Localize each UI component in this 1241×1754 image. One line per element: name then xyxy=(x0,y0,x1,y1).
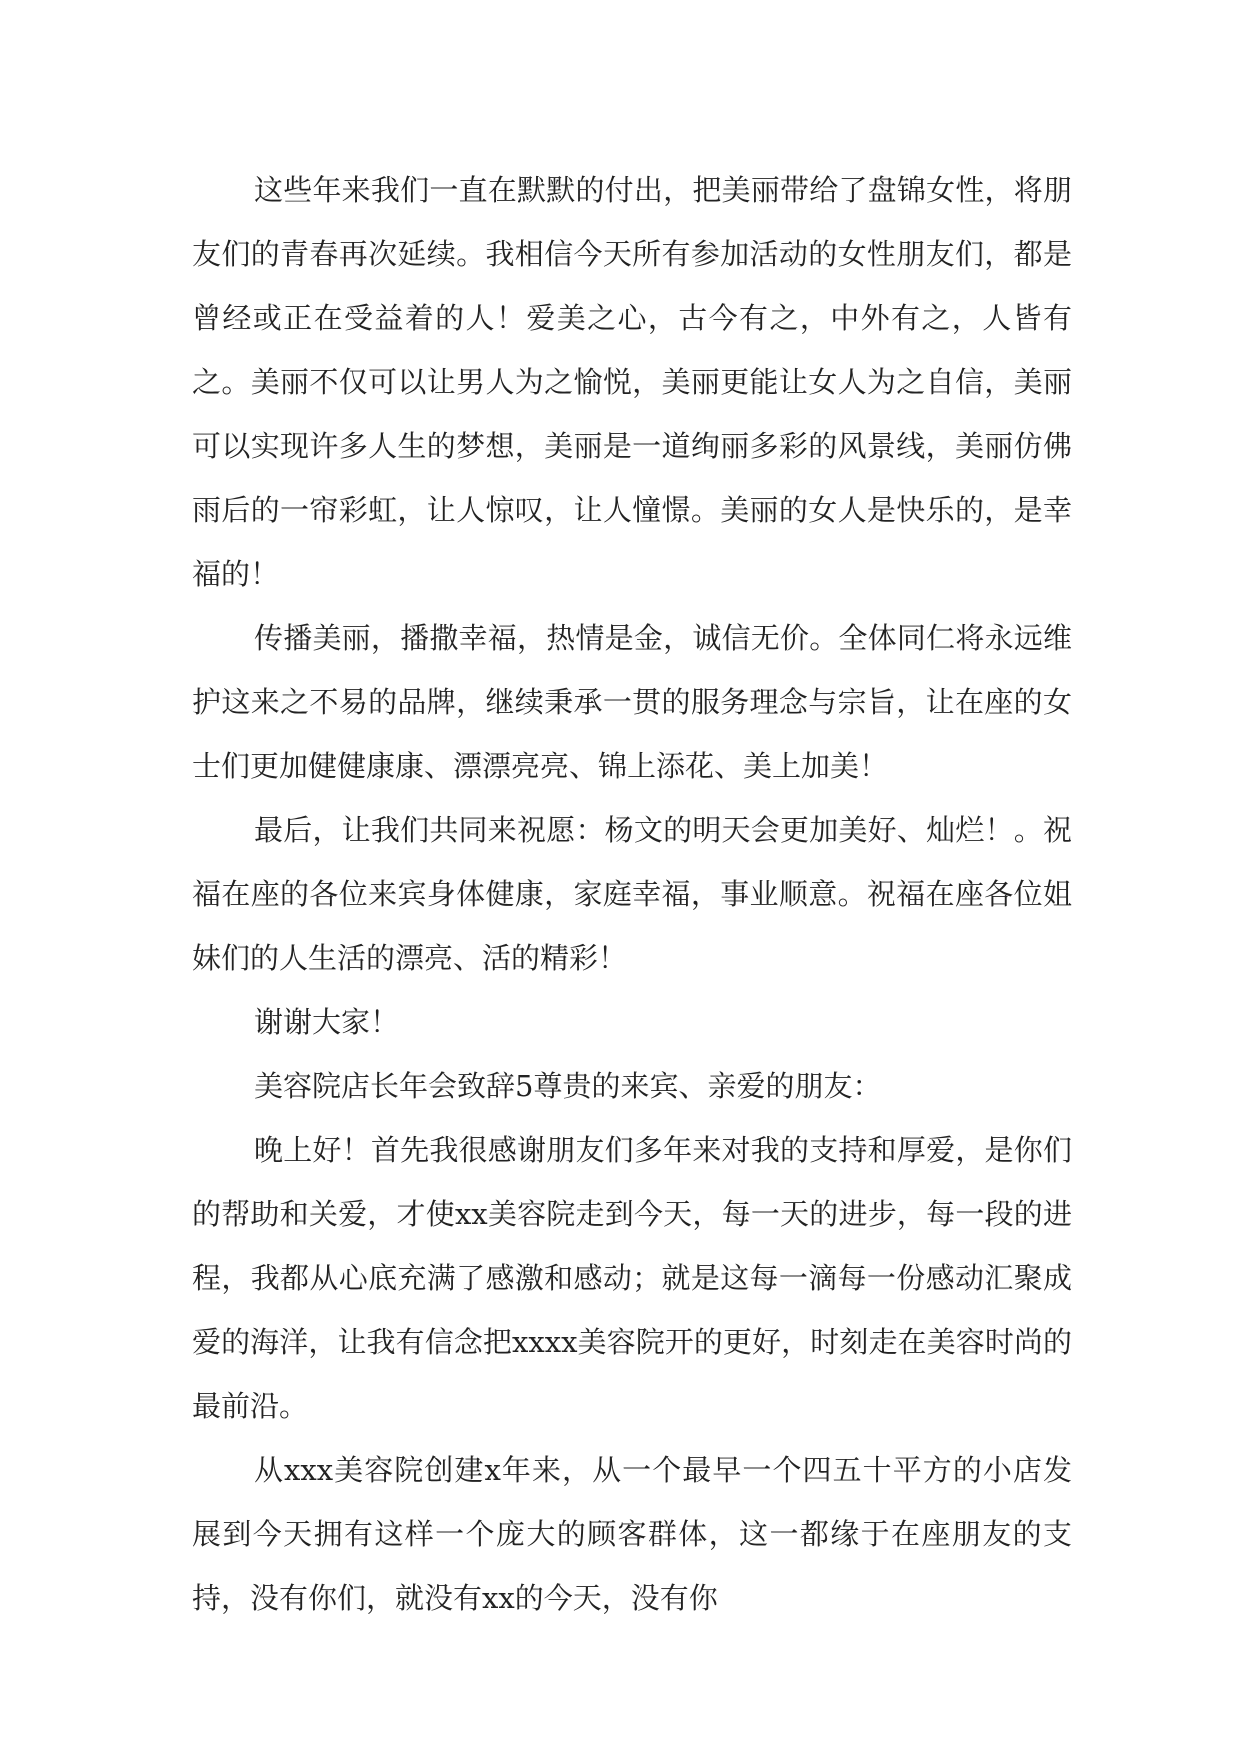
paragraph-closing-wishes: 最后，让我们共同来祝愿：杨文的明天会更加美好、灿烂！。祝福在座的各位来宾身体健康，家庭幸福，事业顺意。祝福在座各位姐妹们的人生活的漂亮、活的精彩！ xyxy=(192,813,1072,975)
paragraph-speech-title: 美容院店长年会致辞5尊贵的来宾、亲爱的朋友： xyxy=(254,1069,882,1103)
paragraph-founding-history: 从xxx美容院创建x年来，从一个最早一个四五十平方的小店发展到今天拥有这样一个庞大的顾客群体，这一都缘于在座朋友的支持，没有你们，就没有xx的今天，没有你 xyxy=(192,1453,1072,1615)
document-body xyxy=(192,158,1072,1630)
paragraph-beauty-dedication: 这些年来我们一直在默默的付出，把美丽带给了盘锦女性，将朋友们的青春再次延续。我相信今天所有参加活动的女性朋友们，都是曾经或正在受益着的人！爱美之心，古今有之，中外有之，人皆有之。美丽不仅可以让男人为之愉悦，美丽更能让女人为之自信，美丽可以实现许多人生的梦想，美丽是一道绚丽多彩的风景线，美丽仿佛雨后的一帘彩虹，让人惊叹，让人憧憬。美丽的女人是快乐的，是幸福的！ xyxy=(192,173,1072,591)
paragraph-greeting: 晚上好！首先我很感谢朋友们多年来对我的支持和厚爱，是你们的帮助和关爱，才使xx美容院走到今天，每一天的进步，每一段的进程，我都从心底充满了感激和感动；就是这每一滴每一份感动汇聚成爱的海洋，让我有信念把xxxx美容院开的更好，时刻走在美容时尚的最前沿。 xyxy=(192,1133,1072,1423)
paragraph-spread-beauty: 传播美丽，播撒幸福，热情是金，诚信无价。全体同仁将永远维护这来之不易的品牌，继续秉承一贯的服务理念与宗旨，让在座的女士们更加健健康康、漂漂亮亮、锦上添花、美上加美！ xyxy=(192,621,1072,783)
paragraph-thanks: 谢谢大家！ xyxy=(254,1005,400,1039)
